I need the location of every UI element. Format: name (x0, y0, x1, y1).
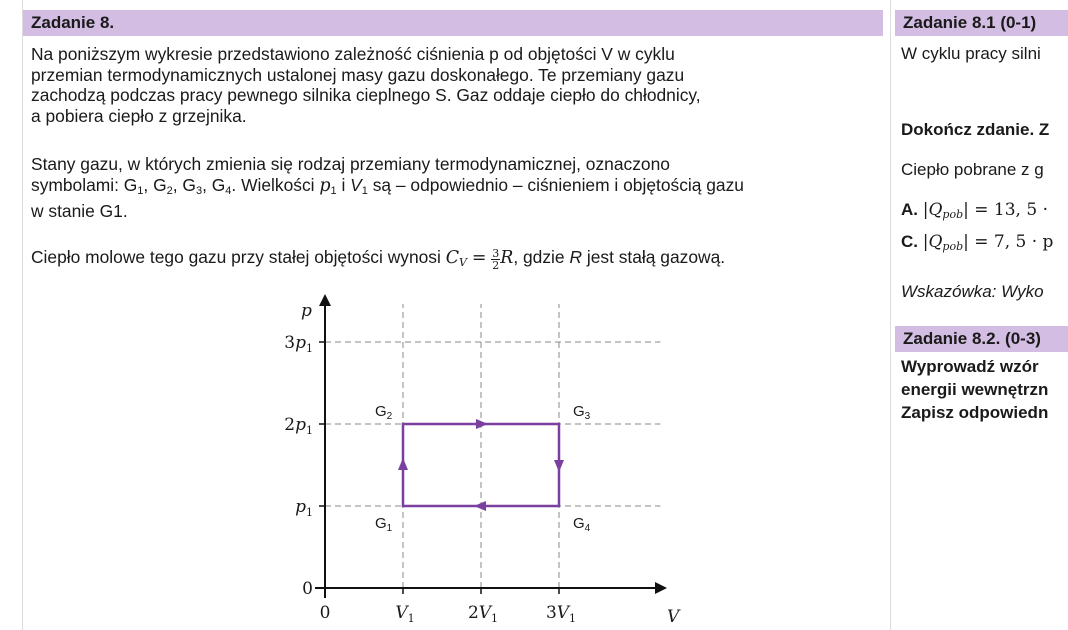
x-tick-label-1: $V_1$ (395, 603, 415, 625)
task-heat: Ciepło molowe tego gazu przy stałej objętości wynosi $C_V$ = $\frac{3}{2}$ R, gdzie R jest stałą gazową. (31, 247, 726, 272)
states-line-2: symbolami: $G_1$, $G_2$, $G_3$, $G_4$. Wielkości $p_1$ i $V_1$ są – odpowiednio – ciśnieniem i objętością gazu (31, 174, 744, 197)
state-label-g2: $G_2$ (375, 403, 393, 422)
heat-text-b: , gdzie (513, 247, 565, 267)
task-right-column (890, 0, 1068, 630)
states-line-3: w stanie G1. (31, 201, 128, 221)
intro-line-2: przemian termodynamicznych ustalonej masy gazu doskonałego. Te przemiany gazu (31, 64, 685, 85)
states-line-1: Stany gazu, w których zmienia się rodzaj przemiany termodynamicznej, oznaczono (31, 154, 670, 174)
cycle-arrow-2 (476, 419, 488, 429)
state-label-g4: $G_4$ (573, 515, 591, 534)
x-tick-label-3: $3V_1$ (545, 603, 577, 625)
task-left-column (22, 0, 888, 630)
subtask-8-2-title: Zadanie 8.2. (0-3) (903, 329, 1041, 348)
x-tick-label-0: 0 (319, 603, 331, 623)
x-axis-arrow (655, 582, 667, 594)
chart-axes (315, 294, 667, 598)
subtask-8-2-header (895, 326, 1068, 352)
y-tick-label-0: 0 (302, 579, 313, 599)
y-tick-label-1: $p_1$ (295, 497, 313, 519)
heat-text-a: Ciepło molowe tego gazu przy stałej objętości wynosi (31, 247, 441, 267)
state-label-g1: $G_1$ (375, 515, 393, 534)
x-tick-label-2: $2V_1$ (467, 603, 499, 625)
option-a[interactable]: A. $|Q_{pob}| = 13$, 5 · (901, 200, 1048, 221)
bold-line-2: energii wewnętrzn (901, 380, 1049, 399)
bold-line-1: Wyprowadź wzór (901, 357, 1039, 376)
pv-chart (243, 290, 693, 630)
bold-line-3: Zapisz odpowiedn (901, 403, 1049, 422)
task-title: Zadanie 8. (31, 13, 115, 32)
intro-line-3: zachodzą podczas pracy pewnego silnika cieplnego S. Gaz oddaje ciepło do chłodnicy, (31, 85, 701, 105)
y-tick-label-3: $3p_1$ (284, 333, 313, 355)
y-axis-label: p (301, 301, 312, 321)
x-axis-label: V (667, 607, 680, 627)
intro-line-1: Na poniższym wykresie przedstawiono zależność ciśnienia p od objętości V w cyklu (31, 44, 675, 64)
subtask-8-1-title: Zadanie 8.1 (0-1) (903, 13, 1037, 32)
heat-taken-line: Ciepło pobrane z g (901, 160, 1044, 179)
y-axis-arrow (319, 294, 331, 306)
y-tick-label-2: $2p_1$ (284, 415, 313, 437)
cycle-arrow-4 (474, 501, 486, 511)
state-label-g3: $G_3$ (573, 403, 591, 422)
chart-grid (325, 304, 660, 588)
option-c[interactable]: C. $|Q_{pob}| = 7$, 5 · p (901, 232, 1054, 253)
hint-line: Wskazówka: Wyko (901, 282, 1044, 301)
right-line-1: W cyklu pracy silni (901, 44, 1041, 63)
complete-sentence: Dokończ zdanie. Z (901, 120, 1050, 139)
task-header (23, 10, 883, 36)
cycle-arrow-1 (398, 458, 408, 470)
subtask-8-1-header (895, 10, 1068, 36)
chart-ticks (284, 301, 681, 627)
heat-text-c: jest stałą gazową. (586, 247, 726, 267)
intro-line-4: a pobiera ciepło z grzejnika. (31, 105, 247, 126)
task-intro (31, 44, 701, 126)
task-states (31, 154, 744, 222)
cycle-arrow-3 (554, 460, 564, 472)
